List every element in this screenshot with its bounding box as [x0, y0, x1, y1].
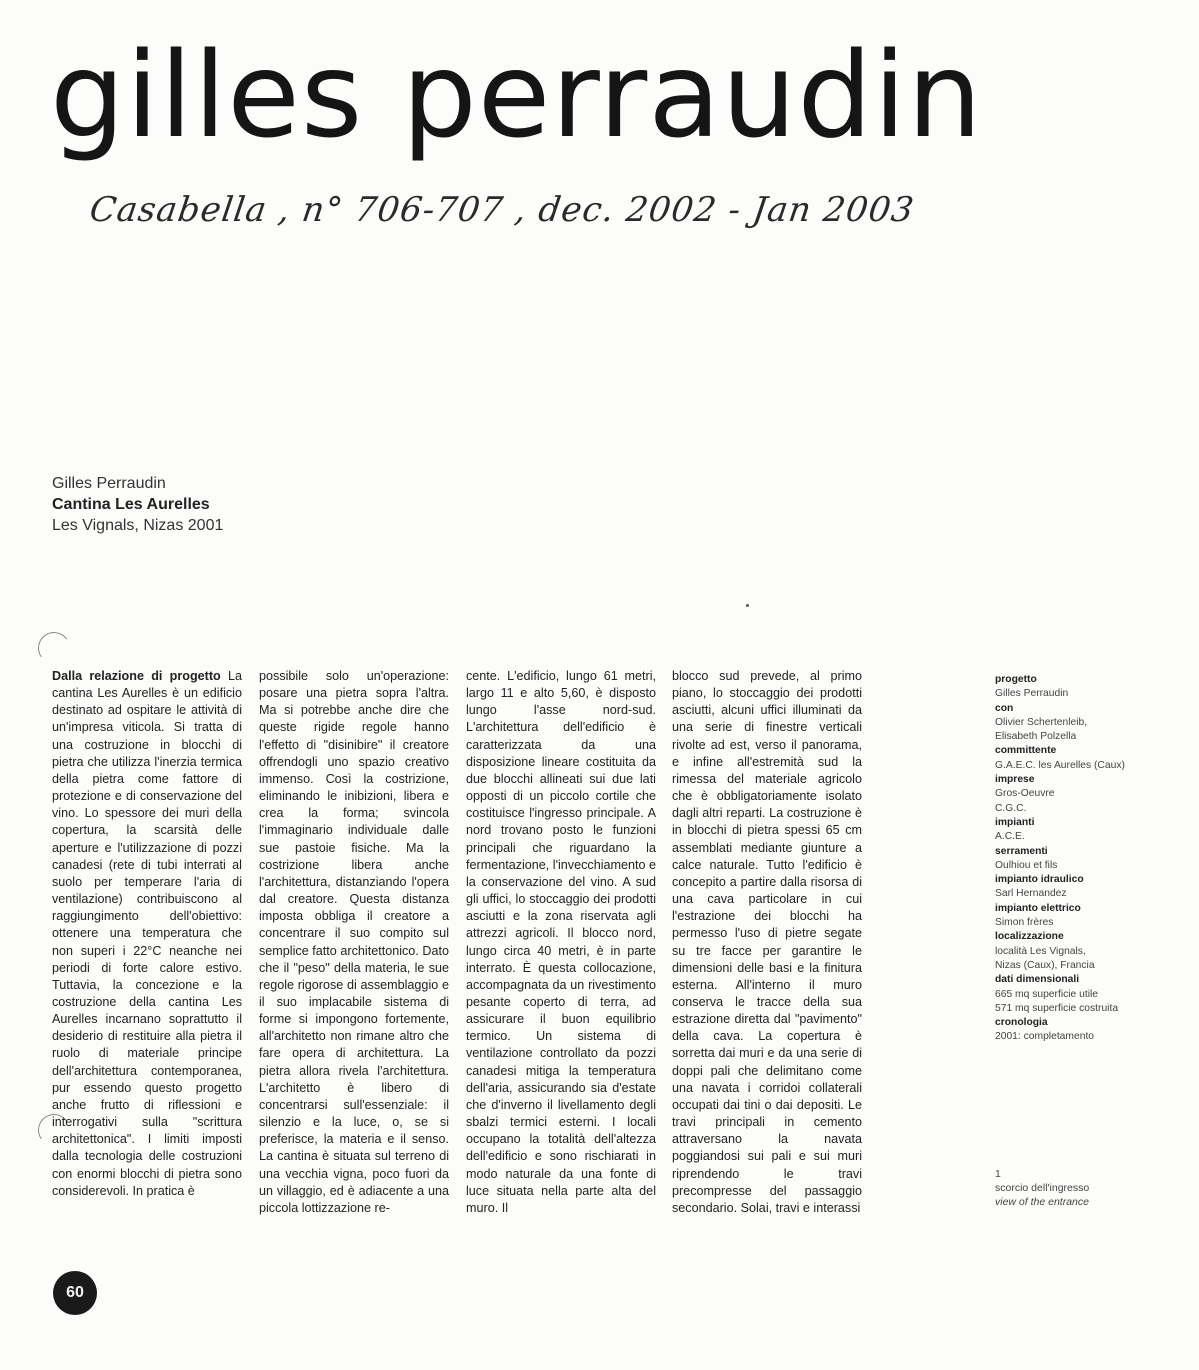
article-text: possibile solo un'operazione: posare una pietra sopra l'altra. Ma si potrebbe anche dire che queste rigide regole hanno l'effetto di "disinibire" il creatore offrendogli uno spazio creativo immenso. Così la costrizione, eliminando le inibizioni, libera e crea la forma; svincola l'immaginario individuale dalle sue pastoie fisiche. Ma la costrizione libera anche l'architettura, distanziando l'opera dal creatore. Questa distanza imposta obbliga il creatore a concentrare il suo compito sul semplice fatto architettonico. Dato che il "peso" della materia, le sue regole rigorose di assemblaggio e il suo implacabile sistema di forme si impongono fortemente, all'architetto non rimane altro che fare opera di architettura. La pietra allora rivela l'architettura. L'architetto è libero di concentrarsi sull'essenziale: il silenzio e la luce, o, se si preferisce, la materia e il senso. La cantina è situata sul terreno di una vecchia vigna, poco fuori da un villaggio, ed è adiacente a una piccola lottizzazione re-: [259, 669, 449, 1215]
info-label: cronologia: [995, 1017, 1048, 1029]
info-value: C.G.C.: [995, 802, 1027, 814]
figure-caption: [995, 1167, 1089, 1209]
caption-italian: scorcio dell'ingresso: [995, 1182, 1090, 1194]
info-label: serramenti: [995, 845, 1048, 857]
info-label: impianti: [995, 816, 1035, 828]
scan-mark-arc: [35, 629, 72, 666]
info-label: dati dimensionali: [995, 974, 1080, 986]
article-text: cente. L'edificio, lungo 61 metri, largo 11 e alto 5,60, è disposto lungo l'asse nord-sud. L'architettura dell'edificio è caratterizzata da una disposizione lineare costituita da due blocchi allineati sui due lati opposti di un piccolo cortile che costituisce l'ingresso principale. A nord trovano posto le funzioni principali che riguardano la fermentazione, l'invecchiamento e la conservazione del vino. A sud gli uffici, lo stoccaggio dei prodotti asciutti e la zona riservata agli attrezzi agricoli. Il blocco nord, lungo circa 40 metri, è in parte interrato. È questa collocazione, accompagnata da un rivestimento pesante coperto di terra, ad assicurare il buon equilibrio termico. Un sistema di ventilazione controllato da pozzi canadesi mitiga la temperatura dell'aria, assicurando sia d'estate che d'inverno il livellamento degli sbalzi termici esterni. I locali occupano la totalità dell'altezza dell'edificio e sono rischiarati in modo naturale da una fonte di luce situata nella parte alta del muro. Il: [466, 669, 657, 1215]
info-value: Oulhiou et fils: [995, 859, 1058, 871]
article-column-3: [466, 668, 656, 1217]
credits-project-name: Cantina Les Aurelles: [52, 496, 210, 513]
info-label: impianto idraulico: [995, 874, 1084, 886]
project-credits: [52, 473, 223, 536]
article-text: blocco sud prevede, al primo piano, lo stoccaggio dei prodotti asciutti, alcuni uffici illuminati da una serie di finestre verticali rivolte ad est, verso il panorama, e infine all'estremità sud la rimessa del materiale agricolo che è obbligatoriamente isolato dagli altri reparti. La costruzione è in blocchi di pietra spessi 65 cm assemblati mediante giunture a calce naturale. Tutto l'edificio è concepito a partire dalla risorsa di una cava particolare in cui l'estrazione dei blocchi ha permesso l'uso di pietre segate su tre facce per garantire le dimensioni delle basi e la finitura esterna. All'interno il muro conserva le tracce della sua estrazione diretta dal "pavimento" della cava. La copertura è sorretta dai muri e da una serie di doppi pali che delimitano come una navata i corridoi collaterali occupati dai tini o dai depositi. Le travi principali in cemento attraversano la navata poggiandosi sui pali e sui muri riprendendo le travi precompresse del passaggio secondario. Solai, travi e interassi: [672, 669, 862, 1215]
info-value: 571 mq superficie costruita: [995, 1002, 1119, 1014]
info-value: 665 mq superficie utile: [995, 988, 1099, 1000]
article-column-2: [259, 668, 449, 1217]
caption-english: view of the entrance: [995, 1196, 1089, 1208]
info-label: imprese: [995, 774, 1035, 786]
info-label: localizzazione: [995, 931, 1064, 943]
info-value: 2001: completamento: [995, 1031, 1095, 1043]
article-text: La cantina Les Aurelles è un edificio destinato ad ospitare le attività di un'impresa viticola. Si tratta di una costruzione in blocchi di pietra che utilizza l'inerzia termica della pietra come fattore di protezione e di conservazione del vino. Lo spessore dei muri della copertura, la scarsità delle aperture e l'utilizzazione di pozzi canadesi (rete di tubi interrati al suolo per temperare l'aria di ventilazione) contribuiscono al raggiungimento dell'obiettivo: ottenere una temperatura che non superi i 22°C neanche nei periodi di forte calore estivo. Tuttavia, la concezione e la costruzione della cantina Les Aurelles incarnano soprattutto il desiderio di restituire alla pietra il ruolo di materiale principe dell'architettura contemporanea, pur essendo questo progetto anche frutto di riflessioni e interrogativi sulla "scrittura architettonica". I limiti imposti dalla tecnologia delle costruzioni con enormi blocchi di pietra sono considerevoli. In pratica è: [52, 669, 242, 1198]
info-value: Sarl Hernandez: [995, 888, 1067, 900]
info-label: committente: [995, 745, 1057, 757]
handwritten-annotation: Casabella , n° 706-707 , dec. 2002 - Jan 2003: [87, 190, 917, 230]
article-column-4: [672, 668, 862, 1217]
info-value: Simon frères: [995, 917, 1054, 929]
page-number-badge: 60: [53, 1271, 97, 1315]
info-value: A.C.E.: [995, 831, 1025, 843]
info-label: progetto: [995, 674, 1037, 685]
info-label: impianto elettrico: [995, 902, 1081, 914]
caption-number: 1: [995, 1168, 1001, 1180]
credits-location-year: Les Vignals, Nizas 2001: [52, 517, 224, 534]
article-column-1: [52, 668, 242, 1200]
info-value: G.A.E.C. les Aurelles (Caux): [995, 759, 1125, 771]
info-label: con: [995, 702, 1014, 714]
scan-speck: [746, 604, 749, 607]
project-info-sidebar: [995, 673, 1175, 1045]
article-lead: Dalla relazione di progetto: [52, 669, 221, 683]
credits-author: Gilles Perraudin: [52, 475, 166, 492]
info-value: località Les Vignals,: [995, 945, 1086, 957]
info-value: Olivier Schertenleib,: [995, 716, 1088, 728]
info-value: Nizas (Caux), Francia: [995, 959, 1095, 971]
info-value: Gros-Oeuvre: [995, 788, 1055, 800]
info-value: Gilles Perraudin: [995, 688, 1069, 700]
page-title: gilles perraudin: [50, 26, 983, 164]
info-value: Elisabeth Polzella: [995, 731, 1077, 743]
